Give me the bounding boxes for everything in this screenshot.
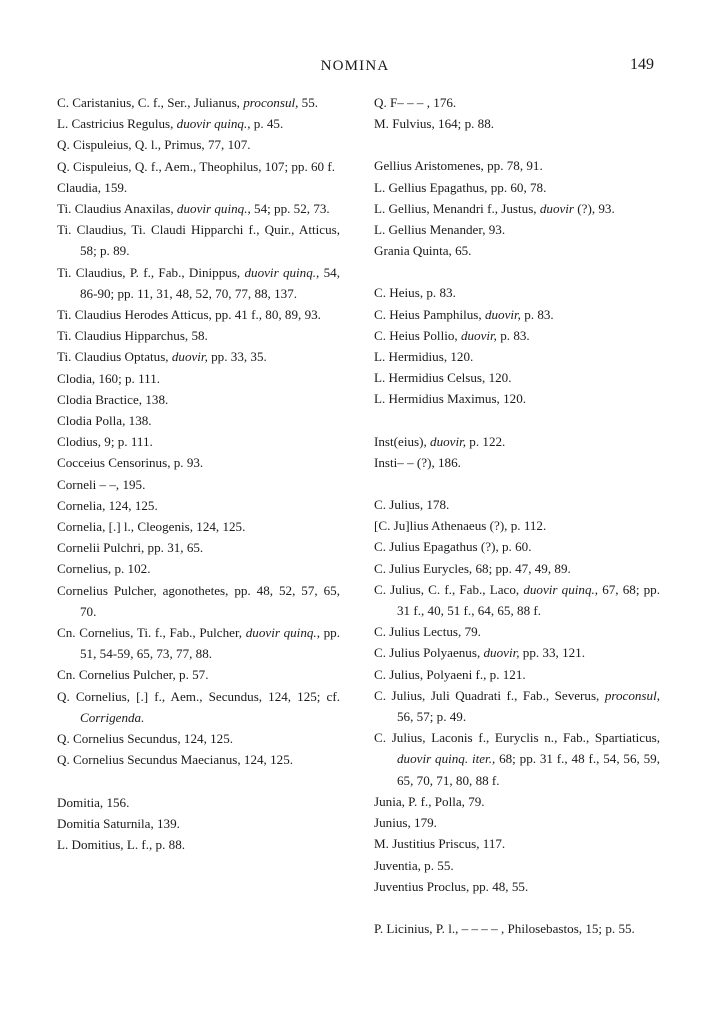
section-gap	[374, 897, 660, 918]
index-entry: C. Julius, C. f., Fab., Laco, duovir quinq., 67, 68; pp. 31 f., 40, 51 f., 64, 65, 88 f.	[374, 581, 660, 619]
index-entry: C. Julius, 178.	[374, 497, 450, 513]
section-gap	[374, 473, 660, 494]
index-entry: L. Castricius Regulus, duovir quinq., p. 45.	[57, 116, 284, 132]
index-entry: C. Julius Epagathus (?), p. 60.	[374, 539, 532, 555]
index-entry: L. Gellius Menander, 93.	[374, 222, 506, 238]
index-entry: C. Julius Lectus, 79.	[374, 624, 481, 640]
index-entry: Ti. Claudius, P. f., Fab., Dinippus, duovir quinq., 54, 86-90; pp. 11, 31, 48, 52, 70, 77, 88, 137.	[57, 264, 340, 301]
section-gap	[57, 771, 340, 792]
index-entry: Q. Cornelius Secundus Maecianus, 124, 125.	[57, 752, 294, 768]
index-entry: Junius, 179.	[374, 815, 437, 831]
index-entry: Gellius Aristomenes, pp. 78, 91.	[374, 158, 543, 174]
index-entry: L. Domitius, L. f., p. 88.	[57, 836, 186, 852]
index-entry: Q. Cispuleius, Q. l., Primus, 77, 107.	[57, 137, 251, 153]
index-entry: Junia, P. f., Polla, 79.	[374, 793, 485, 809]
italic-term: duovir	[539, 200, 575, 216]
italic-term: duovir,	[484, 306, 521, 322]
index-entry: Juventia, p. 55.	[374, 857, 454, 873]
index-entry: C. Heius Pollio, duovir, p. 83.	[374, 327, 530, 343]
italic-term: duovir quinq.,	[523, 581, 599, 597]
section-gap	[374, 410, 660, 431]
index-entry: Claudia, 159.	[57, 179, 128, 195]
index-entry: Q. Cispuleius, Q. f., Aem., Theophilus, 107; pp. 60 f.	[57, 158, 335, 174]
italic-term: duovir,	[430, 433, 467, 449]
index-entry: Ti. Claudius Optatus, duovir, pp. 33, 35.	[57, 349, 267, 365]
index-entry: C. Julius, Laconis f., Euryclis n., Fab., Spartiaticus, duovir quinq. iter., 68; pp. 31 f., 48 f., 54, 56, 59, 65, 70, 71, 80, 88 f.	[374, 730, 661, 788]
index-entry: Juventius Proclus, pp. 48, 55.	[374, 878, 529, 894]
running-title: NOMINA	[320, 58, 390, 74]
index-entry: C. Heius, p. 83.	[374, 285, 456, 301]
index-entry: C. Julius Eurycles, 68; pp. 47, 49, 89.	[374, 560, 571, 576]
italic-term: duovir quinq.,	[244, 264, 320, 280]
index-entry: L. Hermidius, 120.	[374, 349, 474, 365]
index-entry: L. Hermidius Maximus, 120.	[374, 391, 527, 407]
index-entry: Clodia Bractice, 138.	[57, 391, 169, 407]
index-entry: Clodia, 160; p. 111.	[57, 370, 161, 386]
index-entry: Ti. Claudius Anaxilas, duovir quinq., 54; pp. 52, 73.	[57, 201, 330, 217]
index-entry: Inst(eius), duovir, p. 122.	[374, 433, 506, 449]
index-entry: Q. F– – – , 176.	[374, 95, 457, 110]
index-entry: Cn. Cornelius, Ti. f., Fab., Pulcher, duovir quinq., pp. 51, 54-59, 65, 73, 77, 88.	[57, 625, 340, 662]
section-gap	[374, 261, 660, 282]
index-entry: Domitia, 156.	[57, 794, 130, 810]
italic-term: duovir,	[483, 645, 520, 661]
italic-term: duovir quinq.,	[176, 201, 251, 217]
index-entry: L. Gellius Epagathus, pp. 60, 78.	[374, 179, 547, 195]
index-entry: M. Justitius Priscus, 117.	[374, 836, 506, 852]
italic-term: proconsul,	[604, 687, 660, 703]
index-entry: Q. Cornelius Secundus, 124, 125.	[57, 731, 234, 747]
index-entry: Grania Quinta, 65.	[374, 243, 472, 259]
index-entry: Cn. Cornelius Pulcher, p. 57.	[57, 667, 209, 683]
italic-term: Corrigenda.	[80, 709, 145, 725]
index-entry: Cornelius Pulcher, agonothetes, pp. 48, 52, 57, 65, 70.	[57, 582, 340, 619]
index-entry: C. Julius Polyaenus, duovir, pp. 33, 121.	[374, 645, 585, 661]
index-entry: C. Julius, Polyaeni f., p. 121.	[374, 666, 526, 682]
index-entry: Cornelii Pulchri, pp. 31, 65.	[57, 540, 204, 556]
index-entry: C. Caristanius, C. f., Ser., Julianus, proconsul, 55.	[57, 95, 319, 110]
italic-term: proconsul,	[243, 95, 299, 110]
index-entry: Ti. Claudius, Ti. Claudi Hipparchi f., Quir., Atticus, 58; p. 89.	[57, 222, 340, 259]
index-entry: Q. Cornelius, [.] f., Aem., Secundus, 124, 125; cf. Corrigenda.	[57, 688, 340, 725]
index-entry: P. Licinius, P. l., – – – – , Philosebastos, 15; p. 55.	[374, 920, 635, 936]
italic-term: duovir,	[460, 327, 497, 343]
italic-term: duovir quinq. iter.,	[397, 751, 496, 767]
index-entry: L. Hermidius Celsus, 120.	[374, 370, 512, 386]
section-gap	[374, 134, 660, 155]
left-column	[57, 92, 340, 855]
index-entry: Ti. Claudius Hipparchus, 58.	[57, 328, 208, 344]
index-entry: Clodius, 9; p. 111.	[57, 434, 153, 450]
index-entry: Ti. Claudius Herodes Atticus, pp. 41 f., 80, 89, 93.	[57, 307, 321, 323]
index-entry: Insti– – (?), 186.	[374, 454, 461, 470]
page-header	[0, 58, 710, 78]
index-entry: Cocceius Censorinus, p. 93.	[57, 455, 204, 471]
right-column	[374, 92, 660, 939]
index-entry: Clodia Polla, 138.	[57, 413, 152, 429]
index-entry: Domitia Saturnila, 139.	[57, 815, 180, 831]
index-entry: Corneli – –, 195.	[57, 476, 146, 492]
italic-term: duovir,	[171, 349, 208, 365]
index-entry: Cornelia, [.] l., Cleogenis, 124, 125.	[57, 519, 246, 535]
italic-term: duovir quinq.,	[176, 116, 251, 132]
index-entry: C. Heius Pamphilus, duovir, p. 83.	[374, 306, 554, 322]
index-entry: M. Fulvius, 164; p. 88.	[374, 116, 495, 132]
index-entry: L. Gellius, Menandri f., Justus, duovir (?), 93.	[374, 200, 615, 216]
index-entry: Cornelia, 124, 125.	[57, 497, 158, 513]
index-entry: [C. Ju]lius Athenaeus (?), p. 112.	[374, 518, 547, 534]
index-entry: C. Julius, Juli Quadrati f., Fab., Severus, proconsul, 56, 57; p. 49.	[374, 687, 660, 725]
page-number: 149	[630, 56, 654, 73]
italic-term: duovir quinq.,	[245, 625, 320, 641]
index-entry: Cornelius, p. 102.	[57, 561, 151, 577]
